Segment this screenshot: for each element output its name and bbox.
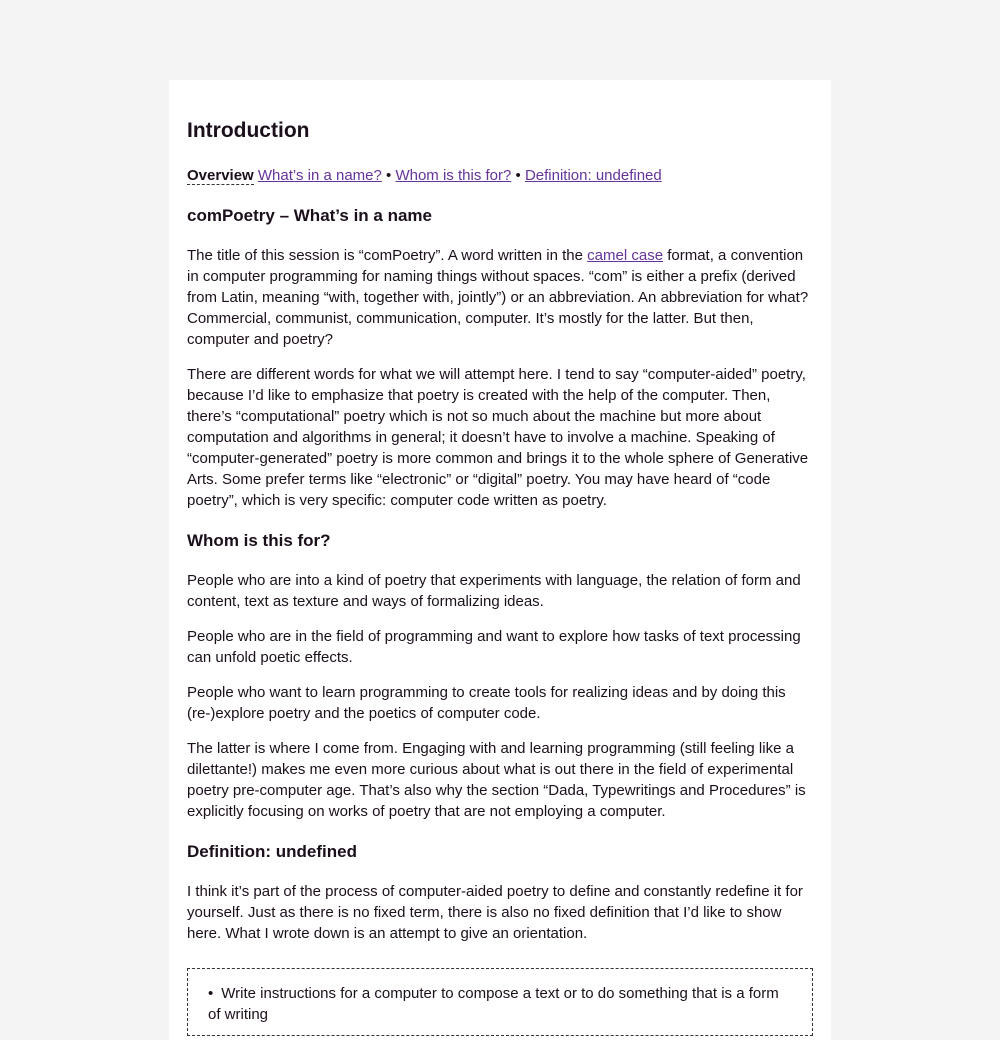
paragraph: People who want to learn programming to create tools for realizing ideas and by doing this (re-)explore poetry and the poetics of computer code. xyxy=(187,684,786,722)
page-title: Introduction xyxy=(187,119,310,142)
paragraph: People who are into a kind of poetry that experiments with language, the relation of form and content, text as texture and ways of formalizing ideas. xyxy=(187,572,801,610)
paragraph: The latter is where I come from. Engaging with and learning programming (still feeling like a dilettante!) makes me even more curious about what is out there in the field of experimental poetry pre-computer age. That’s also why the section “Dada, Typewritings and Procedures” is explicitly focusing on works of poetry that are not employing a computer. xyxy=(187,740,806,820)
toc-link-definition[interactable]: Definition: undefined xyxy=(524,167,662,184)
camel-case-link[interactable]: camel case xyxy=(587,247,664,264)
paragraph xyxy=(187,245,813,350)
table-of-contents xyxy=(187,165,813,186)
toc-link-name[interactable]: What’s in a name? xyxy=(257,167,382,184)
section-heading: Definition: undefined xyxy=(187,842,357,861)
paragraph: There are different words for what we will attempt here. I tend to say “computer-aided” poetry, because I’d like to emphasize that poetry is created with the help of the computer. Then, there’s “computational” poetry which is not so much about the machine but more about computation and algorithms in general; it doesn’t have to involve a machine. Speaking of “computer-generated” poetry is more common and brings it to the whole sphere of Generative Arts. Some prefer terms like “electronic” or “digital” poetry. You may have heard of “code poetry”, which is very specific: computer code written as poetry. xyxy=(187,366,809,509)
list-item: • Write instructions for a computer to compose a text or to do something that is a form of writing xyxy=(208,983,794,1025)
toc-separator: • xyxy=(515,167,521,184)
toc-current: Overview xyxy=(187,167,254,184)
definition-list xyxy=(206,983,794,1025)
text: The title of this session is “comPoetry”. A word written in the xyxy=(187,247,588,264)
toc-separator: • xyxy=(386,167,392,184)
paragraph: I think it’s part of the process of computer-aided poetry to define and constantly redefine it for yourself. Just as there is no fixed term, there is also no fixed definition that I’d like to show here. What I wrote down is an attempt to give an orientation. xyxy=(187,883,803,942)
definition-box xyxy=(187,968,813,1036)
section-heading: comPoetry – What’s in a name xyxy=(187,206,432,225)
content-card xyxy=(169,80,831,1040)
paragraph: People who are in the field of programming and want to explore how tasks of text processing can unfold poetic effects. xyxy=(187,628,801,666)
text: format, a convention in computer programming for naming things without spaces. “com” is either a prefix (derived from Latin, meaning “with, together with, jointly”) or an abbreviation. An abbreviation for what? Commercial, communist, communication, computer. It’s mostly for the latter. But then, computer and poetry? xyxy=(187,247,809,348)
toc-link-whom[interactable]: Whom is this for? xyxy=(395,167,512,184)
section-heading: Whom is this for? xyxy=(187,531,331,550)
